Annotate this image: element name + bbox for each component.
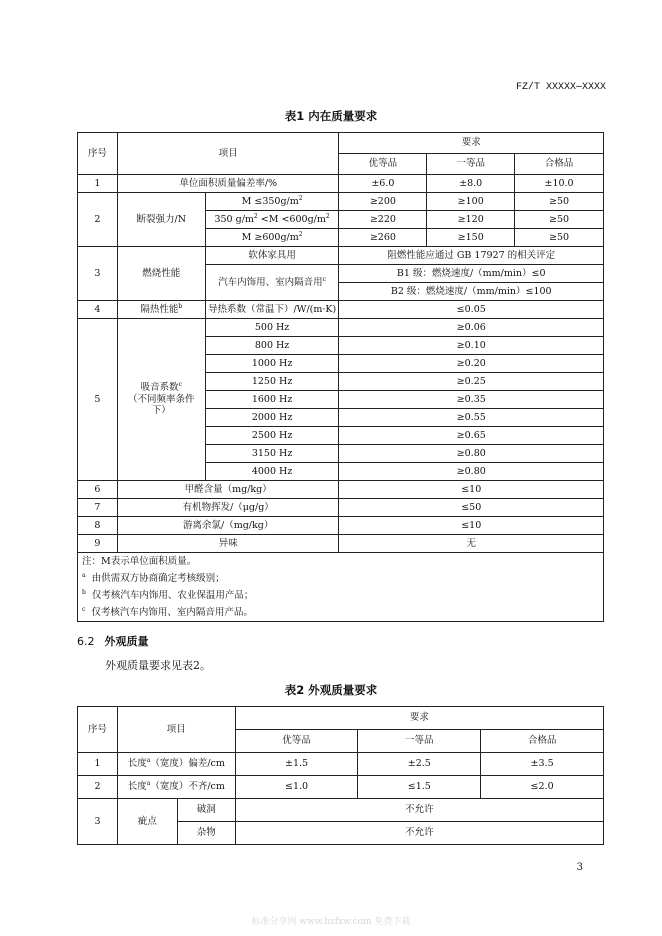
cell-value: ≥260 xyxy=(339,229,427,247)
cell-value: ±2.5 xyxy=(358,753,481,776)
table-row xyxy=(78,247,604,265)
frequency-cell: 1600 Hz xyxy=(205,391,339,409)
table-row xyxy=(78,175,604,193)
cell-value: ≥0.20 xyxy=(339,355,604,373)
row-item: 燃烧性能 xyxy=(117,247,205,301)
cell-value: ≤10 xyxy=(339,517,604,535)
section-paragraph: 外观质量要求见表2。 xyxy=(105,659,211,672)
row-seq: 8 xyxy=(78,517,118,535)
cell-value: ±8.0 xyxy=(427,175,515,193)
header-grade-qualified: 合格品 xyxy=(515,154,604,175)
cell-value: ±3.5 xyxy=(481,753,604,776)
table-row xyxy=(78,799,604,822)
table2-caption: 表2 外观质量要求 xyxy=(284,683,378,697)
frequency-cell: 2000 Hz xyxy=(205,409,339,427)
row-seq: 9 xyxy=(78,535,118,553)
table-row xyxy=(78,535,604,553)
cell-value: ≥0.65 xyxy=(339,427,604,445)
cell-value: 无 xyxy=(339,535,604,553)
cell-value: ≤2.0 xyxy=(481,776,604,799)
cell-value: 不允许 xyxy=(235,799,603,822)
row-seq: 2 xyxy=(78,776,118,799)
table-row xyxy=(78,481,604,499)
table-row xyxy=(78,776,604,799)
row-condition: 杂物 xyxy=(177,822,235,845)
row-seq: 4 xyxy=(78,301,118,319)
frequency-cell: 800 Hz xyxy=(205,337,339,355)
table-row xyxy=(78,193,604,211)
footer-watermark: 标准分享网 www.bzfxw.com 免费下载 xyxy=(251,917,411,927)
cell-value: ±1.5 xyxy=(235,753,358,776)
cell-value: 不允许 xyxy=(235,822,603,845)
section-heading xyxy=(77,633,149,649)
document-code: FZ/T XXXXX—XXXX xyxy=(515,82,606,93)
cell-value: ≥50 xyxy=(515,229,604,247)
header-item: 项目 xyxy=(117,707,235,753)
cell-value: B2 级：燃烧速度/（mm/min）≤100 xyxy=(339,283,604,301)
header-grade-qualified: 合格品 xyxy=(481,730,604,753)
row-condition: $M \le 350g/m^2$ xyxy=(205,193,339,211)
row-condition: 破洞 xyxy=(177,799,235,822)
row-item: 吸音系数$^c$ （不同频率条件 下） xyxy=(117,319,205,481)
header-grade-superior: 优等品 xyxy=(339,154,427,175)
cell-value: ≥150 xyxy=(427,229,515,247)
row-seq: 5 xyxy=(78,319,118,481)
row-seq: 6 xyxy=(78,481,118,499)
frequency-cell: 4000 Hz xyxy=(205,463,339,481)
row-seq: 1 xyxy=(78,753,118,776)
header-requirement: 要求 xyxy=(235,707,603,730)
appearance-quality-table xyxy=(77,706,604,845)
row-item: 长度$^a$（宽度）不齐/cm xyxy=(117,776,235,799)
row-seq: 3 xyxy=(78,247,118,301)
cell-value: ≤1.0 xyxy=(235,776,358,799)
cell-value: ≥0.06 xyxy=(339,319,604,337)
cell-value: ≥220 xyxy=(339,211,427,229)
cell-value: B1 级：燃烧速度/（mm/min）≤0 xyxy=(339,265,604,283)
cell-value: ≥50 xyxy=(515,211,604,229)
frequency-cell: 1250 Hz xyxy=(205,373,339,391)
table-row xyxy=(78,301,604,319)
header-grade-superior: 优等品 xyxy=(235,730,358,753)
cell-value: ≥0.80 xyxy=(339,445,604,463)
table-note: 注：M表示单位面积质量。 xyxy=(78,553,604,571)
cell-value: ±6.0 xyxy=(339,175,427,193)
row-item: 疵点 xyxy=(117,799,177,845)
table-row xyxy=(78,499,604,517)
row-seq: 3 xyxy=(78,799,118,845)
cell-value: ≥0.55 xyxy=(339,409,604,427)
table-row xyxy=(78,319,604,337)
row-item: 单位面积质量偏差率/% xyxy=(117,175,339,193)
cell-value: ≥0.25 xyxy=(339,373,604,391)
cell-value: ≥0.35 xyxy=(339,391,604,409)
row-item: 游离余氯/（mg/kg） xyxy=(117,517,339,535)
cell-value: ≥0.80 xyxy=(339,463,604,481)
page-number: 3 xyxy=(576,862,583,873)
cell-value: ≥100 xyxy=(427,193,515,211)
row-condition: $M \ge 600g/m^2$ xyxy=(205,229,339,247)
table-footnote-a: $^a$ 由供需双方协商确定考核级别； xyxy=(78,570,604,587)
internal-quality-table xyxy=(77,132,604,622)
cell-value: ≤1.5 xyxy=(358,776,481,799)
cell-value: ≤10 xyxy=(339,481,604,499)
row-item: 断裂强力/N xyxy=(117,193,205,247)
row-item: 有机物挥发/（μg/g） xyxy=(117,499,339,517)
row-item: 长度$^a$（宽度）偏差/cm xyxy=(117,753,235,776)
header-item: 项目 xyxy=(117,133,339,175)
frequency-cell: 2500 Hz xyxy=(205,427,339,445)
row-item: 隔热性能$^b$ xyxy=(117,301,205,319)
cell-value: ≥200 xyxy=(339,193,427,211)
header-seq: 序号 xyxy=(78,133,118,175)
row-condition: 软体家具用 xyxy=(205,247,339,265)
header-grade-first: 一等品 xyxy=(358,730,481,753)
row-seq: 7 xyxy=(78,499,118,517)
cell-value: ≥0.10 xyxy=(339,337,604,355)
cell-value: ≥50 xyxy=(515,193,604,211)
cell-value: ≥120 xyxy=(427,211,515,229)
table-footnote-c: $^c$ 仅考核汽车内饰用、室内隔音用产品。 xyxy=(78,604,604,622)
frequency-cell: 3150 Hz xyxy=(205,445,339,463)
frequency-cell: 1000 Hz xyxy=(205,355,339,373)
header-grade-first: 一等品 xyxy=(427,154,515,175)
row-seq: 1 xyxy=(78,175,118,193)
cell-value: ≤50 xyxy=(339,499,604,517)
cell-value: ±10.0 xyxy=(515,175,604,193)
header-seq: 序号 xyxy=(78,707,118,753)
section-title: 外观质量 xyxy=(104,635,149,648)
row-item: 甲醛含量（mg/kg） xyxy=(117,481,339,499)
cell-value: ≤0.05 xyxy=(339,301,604,319)
table-row xyxy=(78,753,604,776)
section-number: 6.2 xyxy=(77,635,95,648)
row-seq: 2 xyxy=(78,193,118,247)
frequency-cell: 500 Hz xyxy=(205,319,339,337)
row-condition: 汽车内饰用、室内隔音用$^c$ xyxy=(205,265,339,301)
row-condition: 350 $g/m^2 <M <600g/m^2$ xyxy=(205,211,339,229)
header-requirement: 要求 xyxy=(339,133,604,154)
row-item: 异味 xyxy=(117,535,339,553)
table1-caption: 表1 内在质量要求 xyxy=(284,109,378,123)
table-row xyxy=(78,517,604,535)
cell-value: 阻燃性能应通过 GB 17927 的相关评定 xyxy=(339,247,604,265)
row-condition: 导热系数（常温下）/W/(m·K) xyxy=(205,301,339,319)
table-footnote-b: $^b$ 仅考核汽车内饰用、农业保温用产品； xyxy=(78,587,604,604)
